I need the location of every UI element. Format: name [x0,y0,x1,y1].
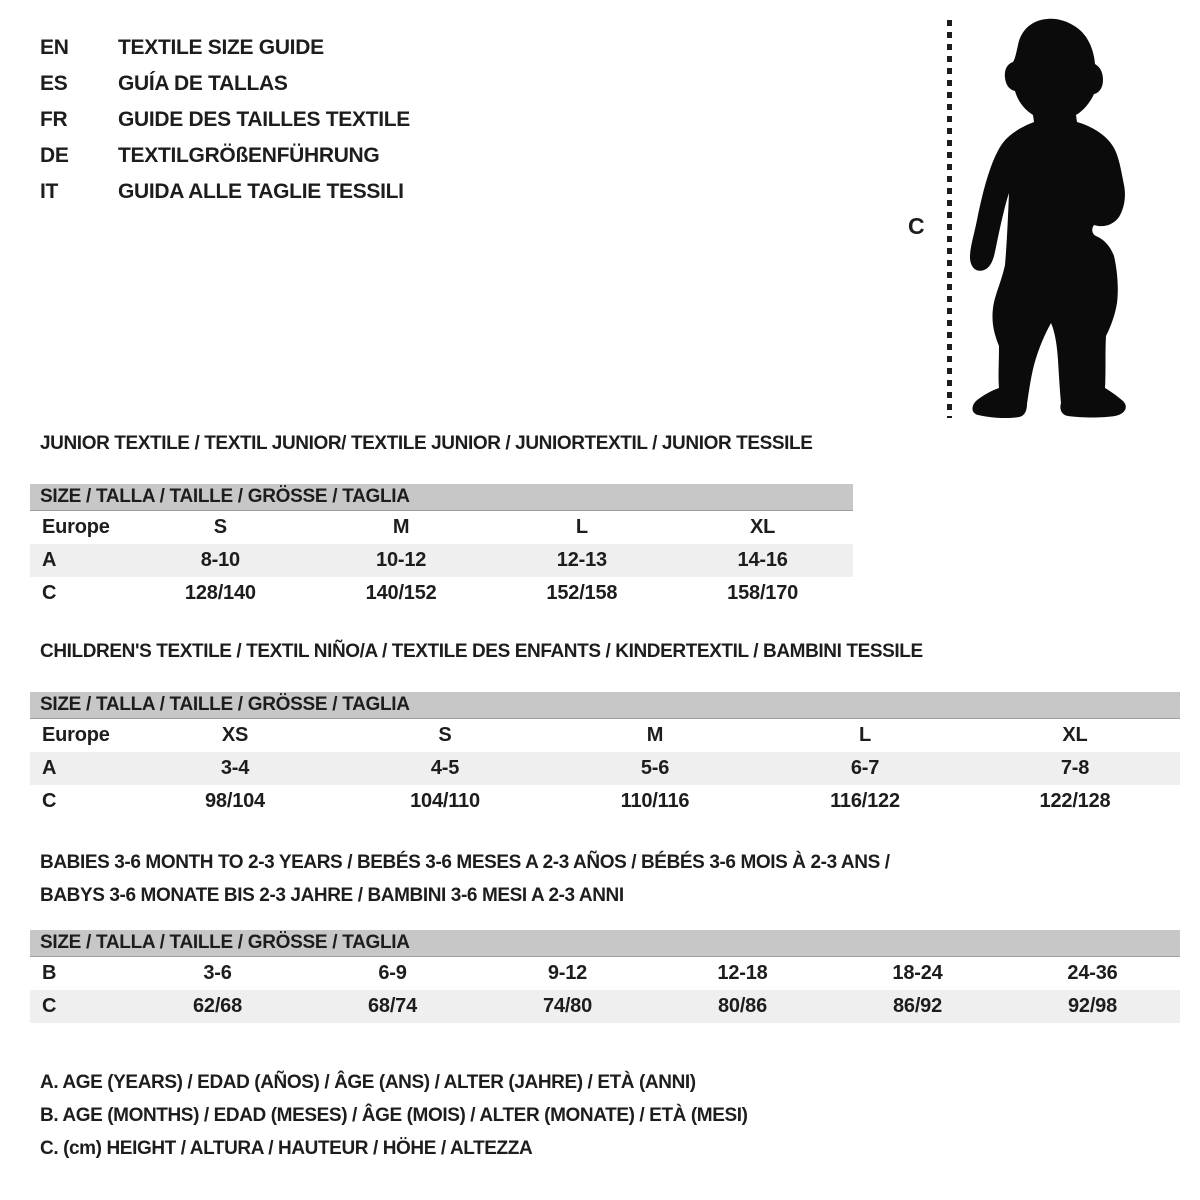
size-header-bar: SIZE / TALLA / TAILLE / GRÖSSE / TAGLIA [30,484,853,511]
babies-section-title [40,846,890,912]
cell-value: 12-13 [556,549,607,571]
size-column-header: L [575,516,588,538]
cell-value: 104/110 [410,790,480,812]
cell-value: 7-8 [1060,757,1090,779]
cell-value: 68/74 [367,995,418,1017]
language-row-it [40,174,410,210]
cell-value: 152/158 [546,582,618,604]
cell-value: 116/122 [830,790,900,812]
cell-value: 10-12 [376,549,427,571]
cell-value: 122/128 [1039,790,1111,812]
region-label: Europe [42,516,110,538]
cell-value: 6-7 [850,757,880,779]
cell-value: 6-9 [378,962,407,984]
cell-value: 128/140 [184,582,256,604]
babies-size-table [30,930,1180,1023]
legend-block [40,1066,748,1165]
height-row [30,990,1180,1023]
cell-value: 62/68 [192,995,243,1017]
babies-title-line1: BABIES 3-6 MONTH TO 2-3 YEARS / BEBÉS 3-6 MESES A 2-3 AÑOS / BÉBÉS 3-6 MOIS À 2-3 ANS / [40,852,890,873]
size-column-header: XS [221,724,249,746]
row-label: A [42,549,57,571]
cell-value: 74/80 [542,995,593,1017]
row-label: C [42,582,57,604]
age-months-row [30,957,1180,990]
column-header-row [30,511,853,544]
language-code: FR [40,108,68,131]
cell-value: 3-6 [203,962,232,984]
row-label: C [42,995,57,1017]
legend-line-b: B. AGE (MONTHS) / EDAD (MESES) / ÂGE (MOIS) / ALTER (MONATE) / ETÀ (MESI) [40,1105,748,1126]
children-size-table [30,692,1180,818]
language-code: EN [40,36,69,59]
language-label: GUIDE DES TAILLES TEXTILE [118,108,410,131]
language-label: TEXTILGRÖßENFÜHRUNG [118,144,380,167]
height-row [30,577,853,610]
cell-value: 18-24 [892,962,943,984]
height-dashed-line [947,20,952,418]
cell-value: 80/86 [717,995,768,1017]
height-measure-label: C [908,213,925,239]
junior-section-title: JUNIOR TEXTILE / TEXTIL JUNIOR/ TEXTILE JUNIOR / JUNIORTEXTIL / JUNIOR TESSILE [40,433,813,454]
cell-value: 98/104 [205,790,265,812]
size-column-header: M [646,724,664,746]
cell-value: 8-10 [200,549,240,571]
region-label: Europe [42,724,110,746]
cell-value: 158/170 [727,582,799,604]
row-label: C [42,790,57,812]
size-header-bar: SIZE / TALLA / TAILLE / GRÖSSE / TAGLIA [30,930,1180,957]
language-label: GUÍA DE TALLAS [118,72,288,95]
cell-value: 110/116 [620,790,690,812]
size-column-header: L [858,724,872,746]
cell-value: 14-16 [737,549,788,571]
language-code: ES [40,72,68,95]
language-row-de [40,138,410,174]
size-header-bar: SIZE / TALLA / TAILLE / GRÖSSE / TAGLIA [30,692,1180,719]
cell-value: 5-6 [640,757,670,779]
junior-size-table [30,484,853,610]
legend-line-a: A. AGE (YEARS) / EDAD (AÑOS) / ÂGE (ANS) / ALTER (JAHRE) / ETÀ (ANNI) [40,1072,696,1093]
size-column-header: XL [750,516,776,538]
legend-line-c: C. (cm) HEIGHT / ALTURA / HAUTEUR / HÖHE / ALTEZZA [40,1138,533,1159]
babies-title-line2: BABYS 3-6 MONATE BIS 2-3 JAHRE / BAMBINI 3-6 MESI A 2-3 ANNI [40,885,624,906]
cell-value: 9-12 [547,962,588,984]
size-column-header: XL [1062,724,1088,746]
column-header-row [30,719,1180,752]
children-section-title: CHILDREN'S TEXTILE / TEXTIL NIÑO/A / TEXTILE DES ENFANTS / KINDERTEXTIL / BAMBINI TESSILE [40,641,923,662]
language-label: GUIDA ALLE TAGLIE TESSILI [118,180,404,203]
age-row [30,544,853,577]
row-label: B [42,962,57,984]
baby-silhouette-icon [963,14,1141,426]
size-column-header: S [438,724,452,746]
language-row-fr [40,102,410,138]
cell-value: 140/152 [365,582,437,604]
language-label: TEXTILE SIZE GUIDE [118,36,324,59]
cell-value: 24-36 [1067,962,1118,984]
language-title-list [40,30,410,210]
cell-value: 3-4 [220,757,250,779]
size-column-header: S [213,516,227,538]
cell-value: 4-5 [430,757,460,779]
age-row [30,752,1180,785]
height-row [30,785,1180,818]
cell-value: 86/92 [892,995,943,1017]
row-label: A [42,757,57,779]
language-code: IT [40,180,59,203]
language-code: DE [40,144,69,167]
cell-value: 12-18 [717,962,768,984]
language-row-en [40,30,410,66]
size-column-header: M [392,516,410,538]
cell-value: 92/98 [1067,995,1118,1017]
language-row-es [40,66,410,102]
